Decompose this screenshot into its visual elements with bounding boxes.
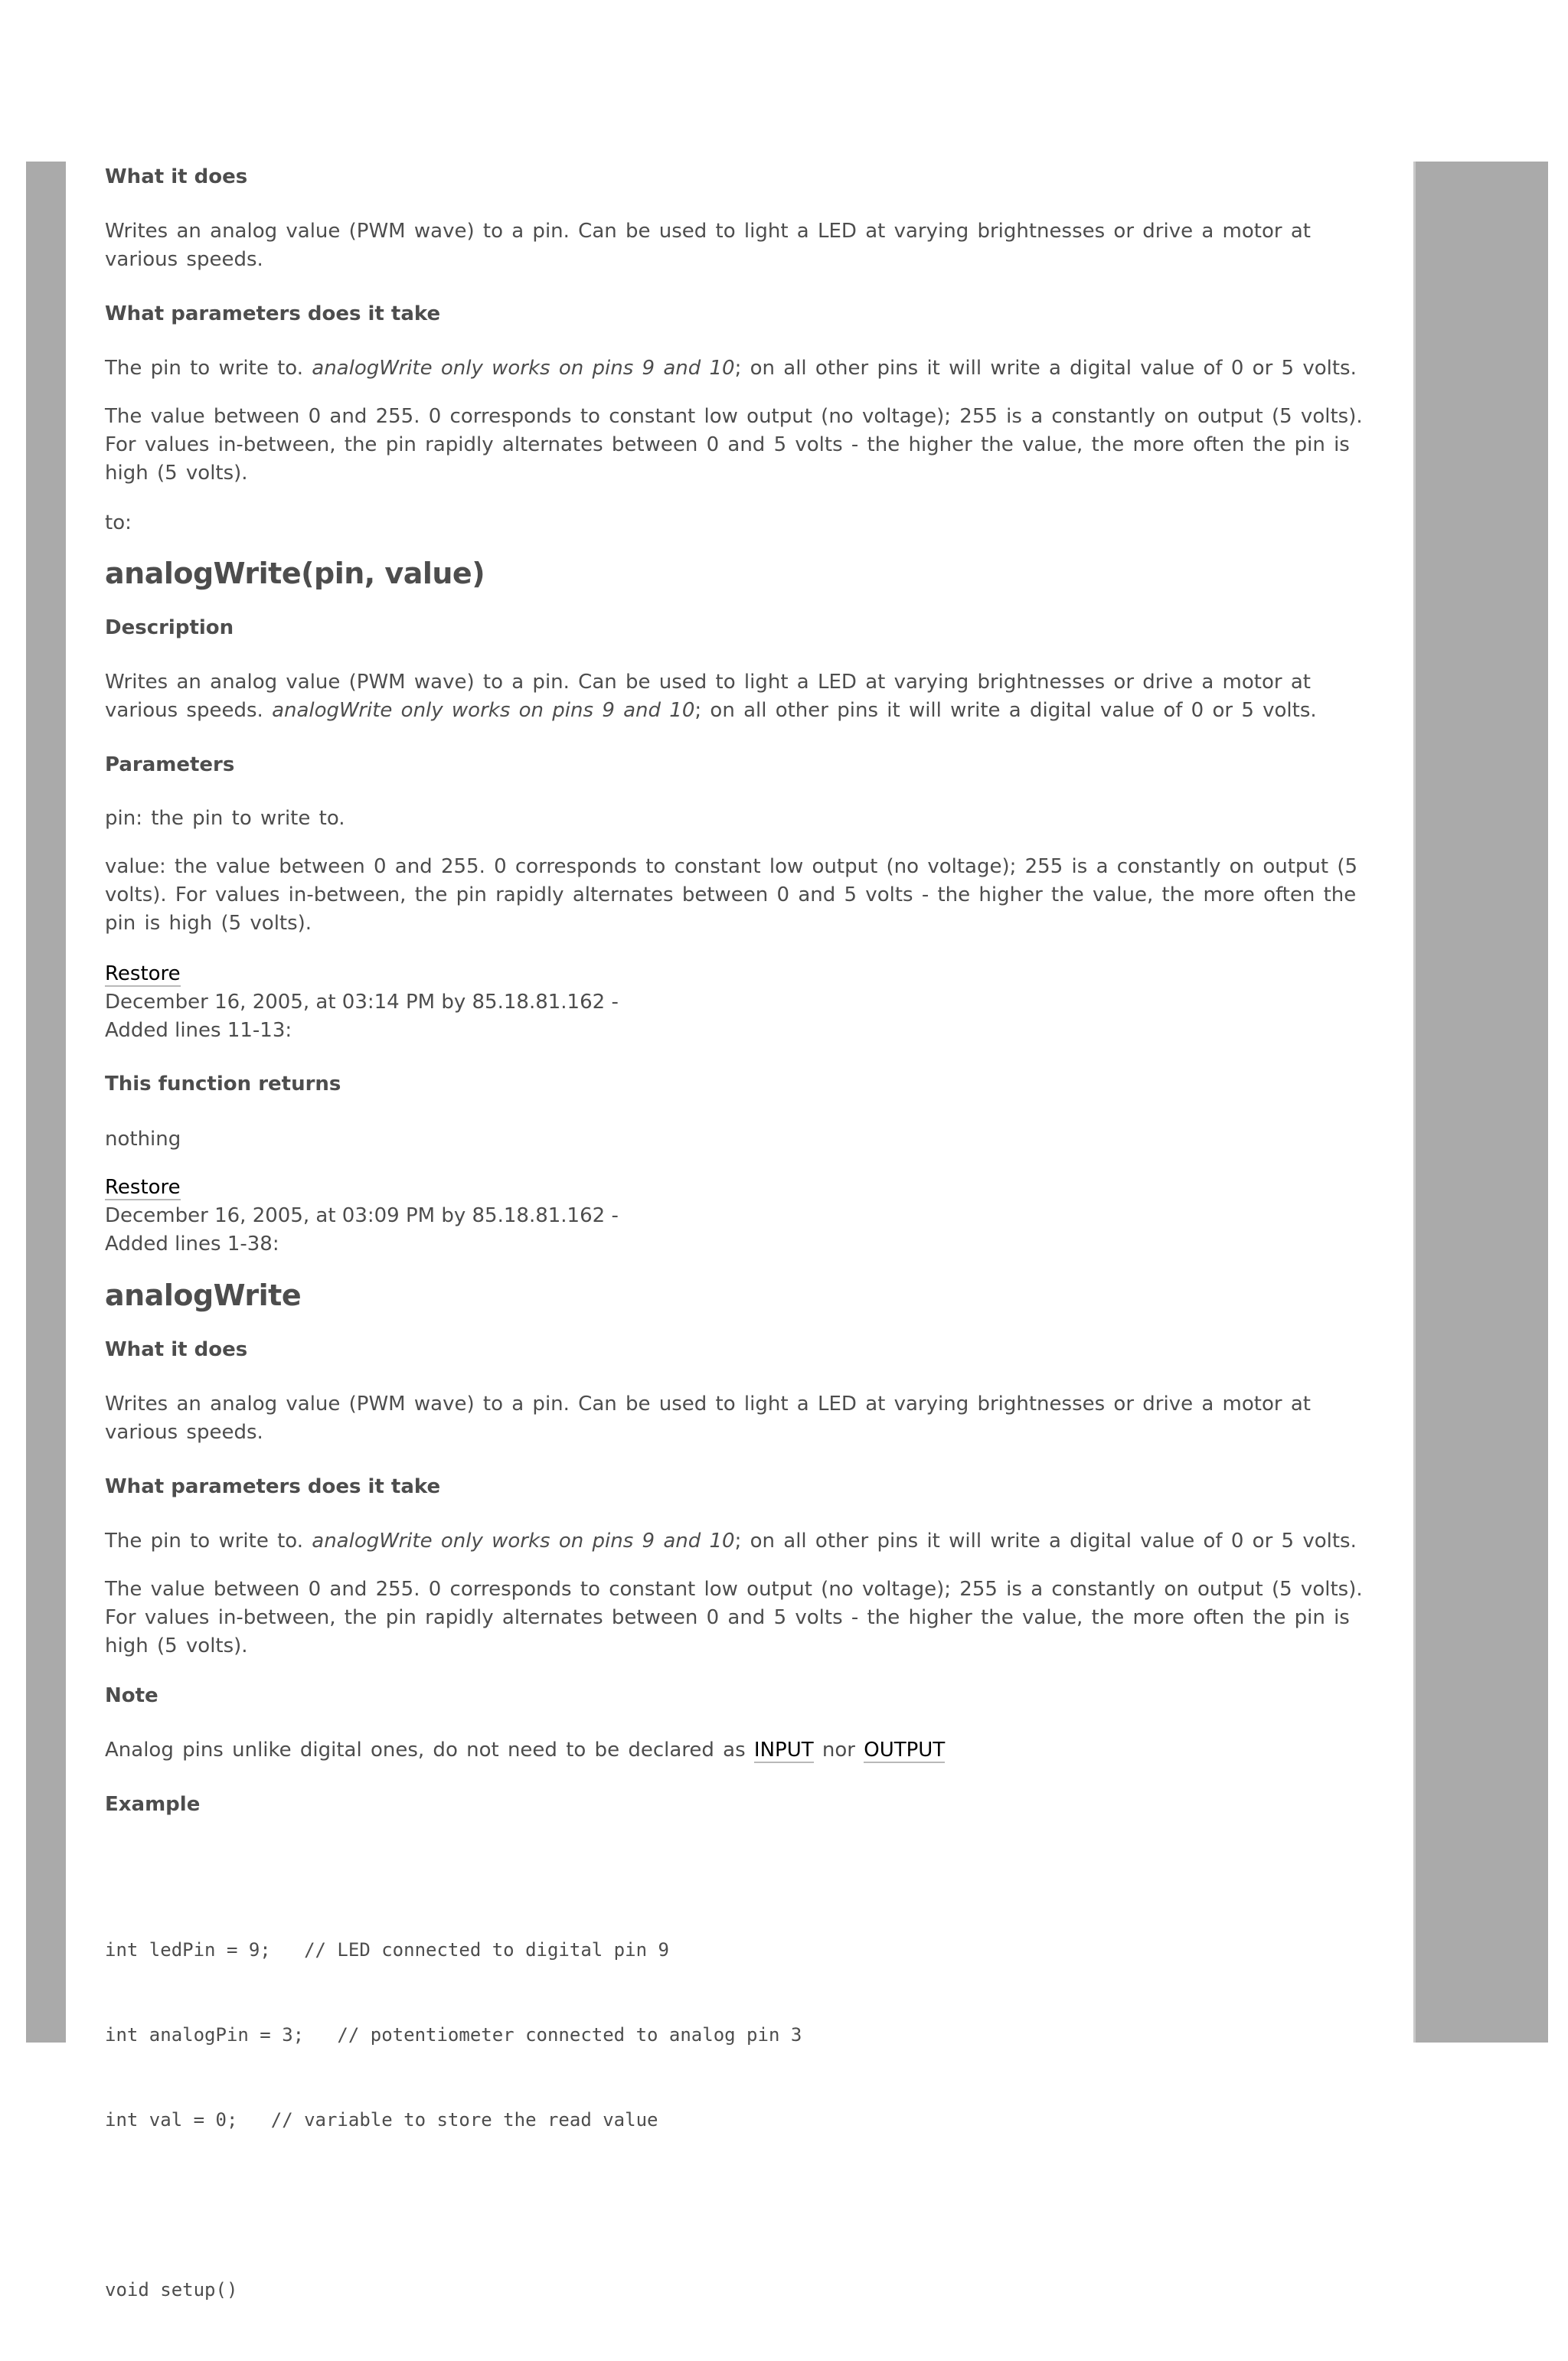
returns-label: This function returns: [105, 1073, 341, 1096]
example-code-block: [105, 1879, 1368, 2361]
note-text: Analog pins unlike digital ones, do not need to be declared as INPUT nor OUTPUT: [105, 1739, 946, 1762]
description-text: Writes an analog value (PWM wave) to a pin. Can be used to light a LED at varying brightnesses or drive a motor at various speeds. analogWrite only works on pins 9 and 10; on all other pins it will write a digital value of 0 or 5 volts.: [105, 671, 1317, 722]
left-sidebar-bar: [26, 162, 66, 2043]
history-added: Added lines 11-13:: [105, 1019, 292, 1042]
param-pin-desc: pin: the pin to write to.: [105, 807, 345, 830]
history-meta: December 16, 2005, at 03:14 PM by 85.18.81.162 -: [105, 991, 619, 1014]
description-label: Description: [105, 616, 234, 639]
to-text: to:: [105, 511, 132, 534]
param-pin-text: The pin to write to. analogWrite only works on pins 9 and 10; on all other pins it will write a digital value of 0 or 5 volts.: [105, 357, 1357, 380]
history-entry: [105, 960, 1368, 1045]
output-link[interactable]: OUTPUT: [864, 1739, 946, 1762]
code-line: int ledPin = 9; // LED connected to digital pin 9: [105, 1939, 669, 1961]
code-line: void setup(): [105, 2279, 238, 2301]
what-it-does-label: What it does: [105, 1338, 248, 1361]
param-value-text: The value between 0 and 255. 0 corresponds to constant low output (no voltage); 255 is a constantly on output (5 volts). For values in-between, the pin rapidly alternates between 0 and 5 volts - the higher the value, the more often the pin is high (5 volts).: [105, 1578, 1363, 1657]
param-value-desc: value: the value between 0 and 255. 0 corresponds to constant low output (no voltage); 255 is a constantly on output (5 volts). For values in-between, the pin rapidly alternates between 0 and 5 volts - the higher the value, the more often the pin is high (5 volts).: [105, 855, 1358, 935]
right-sidebar-bar: [1413, 162, 1548, 2043]
function-signature-title: analogWrite(pin, value): [105, 557, 485, 590]
params-label: What parameters does it take: [105, 1475, 441, 1498]
history-added: Added lines 1-38:: [105, 1233, 279, 1256]
parameters-label: Parameters: [105, 753, 235, 776]
history-entry: [105, 1174, 1368, 1259]
code-line: [105, 2191, 1368, 2219]
restore-link[interactable]: Restore: [105, 962, 181, 985]
history-meta: December 16, 2005, at 03:09 PM by 85.18.81.162 -: [105, 1204, 619, 1227]
params-label: What parameters does it take: [105, 302, 441, 325]
page-content: [105, 162, 1368, 2301]
code-line: int analogPin = 3; // potentiometer connected to analog pin 3: [105, 2024, 802, 2046]
param-pin-text: The pin to write to. analogWrite only works on pins 9 and 10; on all other pins it will write a digital value of 0 or 5 volts.: [105, 1530, 1357, 1553]
input-link[interactable]: INPUT: [753, 1739, 814, 1762]
what-it-does-text: Writes an analog value (PWM wave) to a pin. Can be used to light a LED at varying brightnesses or drive a motor at various speeds.: [105, 1393, 1311, 1444]
param-value-text: The value between 0 and 255. 0 corresponds to constant low output (no voltage); 255 is a constantly on output (5 volts). For values in-between, the pin rapidly alternates between 0 and 5 volts - the higher the value, the more often the pin is high (5 volts).: [105, 405, 1363, 485]
example-label: Example: [105, 1793, 201, 1816]
function-title: analogWrite: [105, 1278, 302, 1312]
what-it-does-label: What it does: [105, 165, 248, 188]
note-label: Note: [105, 1684, 158, 1707]
restore-link[interactable]: Restore: [105, 1176, 181, 1199]
returns-text: nothing: [105, 1128, 181, 1151]
what-it-does-text: Writes an analog value (PWM wave) to a pin. Can be used to light a LED at varying brightnesses or drive a motor at various speeds.: [105, 220, 1311, 271]
code-line: int val = 0; // variable to store the read value: [105, 2109, 658, 2131]
